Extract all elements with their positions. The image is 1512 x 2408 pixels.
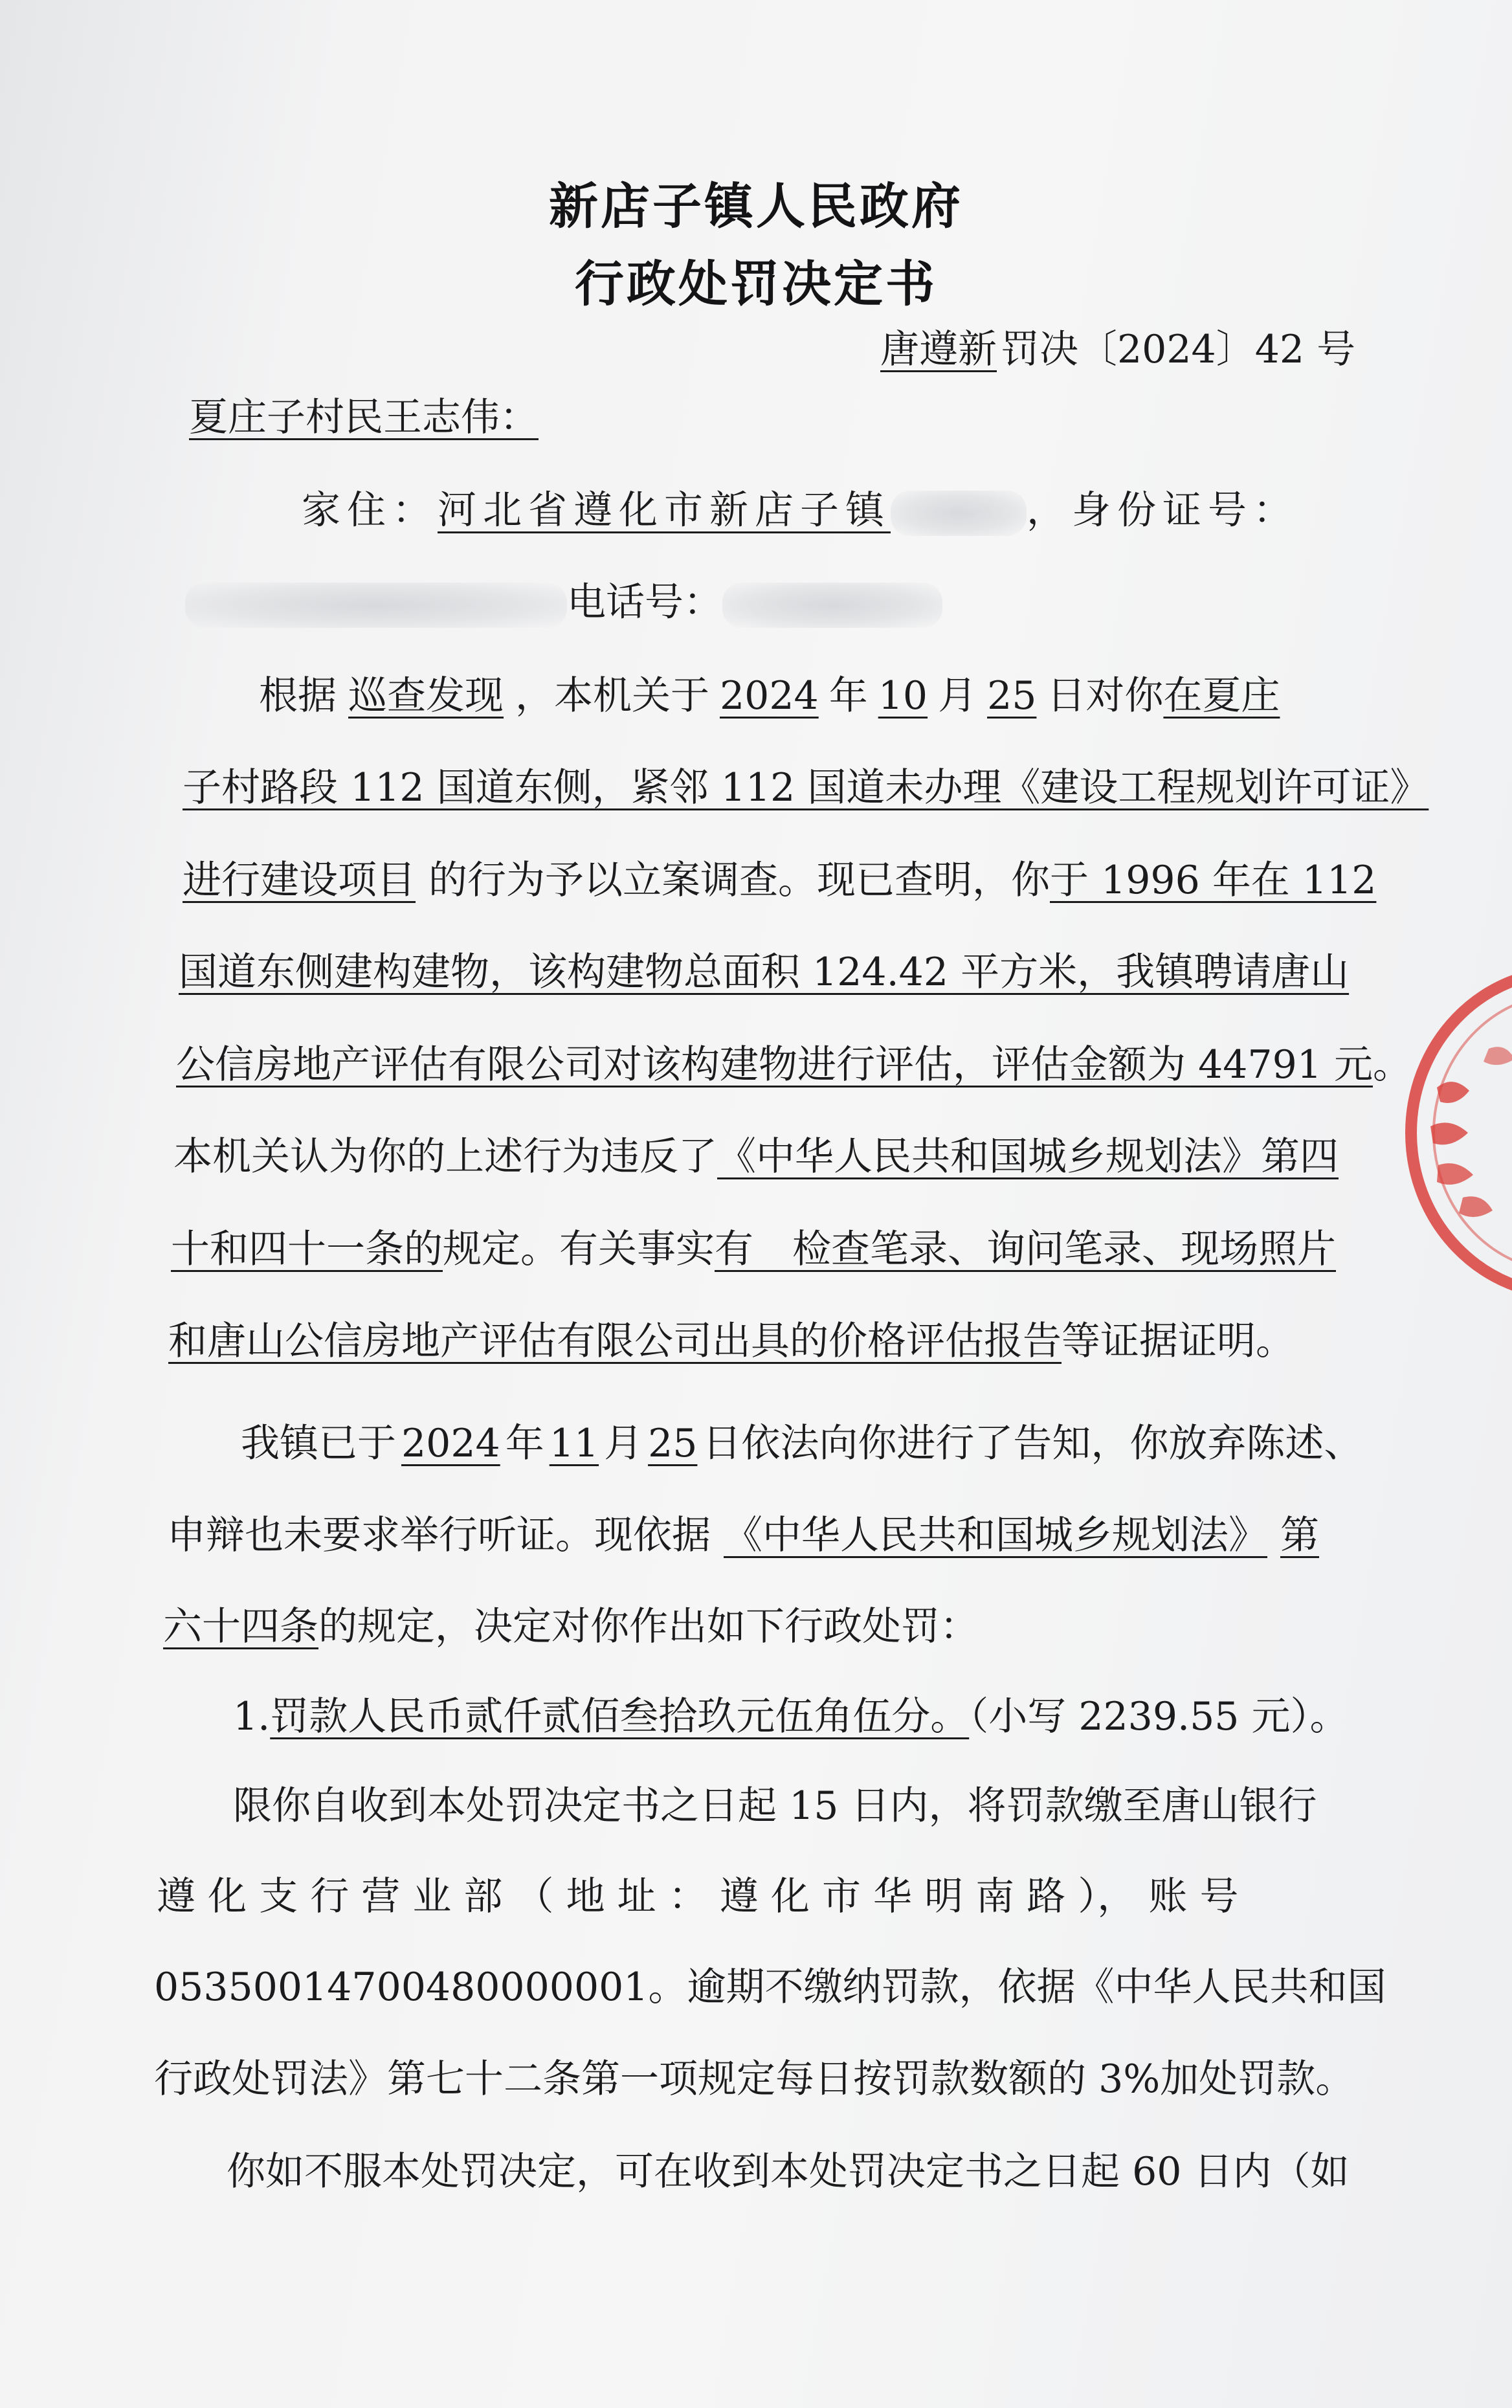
residence-label: 家住：	[302, 487, 438, 533]
p1-line3	[183, 858, 1377, 903]
notice-year: 2024	[401, 1421, 500, 1466]
official-seal	[1392, 952, 1512, 1314]
penalty-number: 1.	[233, 1694, 271, 1739]
text: 进行建设项目	[183, 858, 416, 903]
penalty-amount-numeric: （小写 2239.55 元）。	[969, 1694, 1349, 1739]
p1-line2	[183, 765, 1429, 810]
document-title: 行政处罚决定书	[575, 255, 937, 313]
document-number-rest: 罚决〔2024〕42 号	[1001, 327, 1356, 372]
p2-line1	[241, 1421, 1363, 1466]
text: 年	[828, 673, 868, 719]
text: 行政处罚法》第七十二条第一项规定每日按罚款数额的 3%加处罚款。	[154, 2057, 1355, 2102]
notice-day: 25	[648, 1421, 698, 1466]
penalty-amount-uppercase: 罚款人民币贰仟贰佰叁拾玖元伍角伍分。	[270, 1694, 970, 1739]
p4-line3	[154, 1965, 1386, 2010]
document-number-prefix: 唐遵新	[880, 327, 997, 372]
residence-place: 河北省遵化市新店子镇	[438, 487, 891, 533]
text: 月	[604, 1421, 643, 1466]
id-label: ，身份证号：	[1027, 487, 1298, 533]
penalty-item	[233, 1694, 1349, 1739]
redacted-id-number	[185, 583, 567, 628]
text: 于 1996 年在 112	[1050, 858, 1377, 903]
residence-line	[302, 487, 1298, 536]
text: 月	[938, 673, 977, 719]
p1-line5	[176, 1042, 1412, 1087]
text: 本机关认为你的上述行为违反了	[173, 1134, 717, 1179]
text: 日对你	[1047, 673, 1164, 719]
text: 年	[505, 1421, 544, 1466]
text: 。	[1373, 1042, 1412, 1087]
text: 你如不服本处罚决定，可在收到本处罚决定书之日起 60 日内（如	[227, 2149, 1350, 2194]
text: 申辩也未要求举行听证。现依据	[167, 1513, 711, 1558]
p2-line2	[167, 1513, 1319, 1558]
text: 的行为予以立案调查。现已查明，你	[428, 858, 1050, 903]
case-month: 10	[878, 673, 928, 719]
notice-month: 11	[549, 1421, 599, 1466]
text: 在夏庄	[1163, 673, 1280, 719]
text: 根据	[259, 673, 337, 719]
text: 遵 化 支 行 营 业 部 （ 地 址 ： 遵 化 市 华 明 南 路 ）， 账 号	[157, 1874, 1239, 1919]
text: 我镇已于	[241, 1421, 396, 1466]
addressee	[189, 395, 539, 440]
p1-line7	[171, 1227, 1336, 1272]
p1-line1	[259, 673, 1280, 719]
p4-line4	[154, 2057, 1355, 2102]
text: 日依法向你进行了告知，你放弃陈述、	[702, 1421, 1363, 1466]
text: 限你自收到本处罚决定书之日起 15 日内，将罚款缴至唐山银行	[233, 1783, 1317, 1829]
issuer-title: 新店子镇人民政府	[549, 177, 963, 235]
redacted-address	[891, 491, 1027, 536]
p5-line1	[227, 2149, 1350, 2194]
document-number	[835, 318, 1355, 374]
evidence-list: 有 检查笔录、询问笔录、现场照片	[715, 1227, 1336, 1272]
text: 公信房地产评估有限公司对该构建物进行评估，评估金额为 44791 元	[176, 1042, 1373, 1087]
text: 规定。有关事实	[443, 1227, 715, 1272]
text: 六十四条	[163, 1604, 318, 1649]
p4-line2	[157, 1874, 1239, 1919]
text: 子村路段 112 国道东侧，紧邻 112 国道未办理《建设工程规划许可证》	[183, 765, 1429, 810]
phone-label: 电话号：	[567, 579, 722, 625]
text: ，本机关于	[515, 673, 709, 719]
case-year: 2024	[720, 673, 819, 719]
bank-account: 05350014700480000001。逾期不缴纳罚款，依据《中华人民共和国	[154, 1965, 1386, 2010]
p2-line3	[163, 1604, 979, 1649]
phone-line	[185, 579, 942, 628]
law-reference: 《中华人民共和国城乡规划法》第四	[717, 1134, 1339, 1179]
text: 等证据证明。	[1062, 1319, 1295, 1364]
text: 第	[1280, 1513, 1319, 1558]
text: 的规定，决定对你作出如下行政处罚：	[318, 1604, 979, 1649]
p1-line4	[179, 950, 1350, 995]
inspection-source: 巡查发现	[348, 673, 504, 719]
text: 十和四十一条的	[171, 1227, 443, 1272]
p4-line1	[233, 1783, 1317, 1829]
text: 和唐山公信房地产评估有限公司出具的价格评估报告	[168, 1319, 1062, 1364]
law-reference: 《中华人民共和国城乡规划法》	[724, 1513, 1267, 1558]
p1-line8	[168, 1319, 1295, 1364]
p1-line6	[173, 1134, 1339, 1179]
redacted-phone	[722, 583, 942, 628]
addressee-name: 夏庄子村民王志伟：	[189, 395, 539, 440]
case-day: 25	[987, 673, 1037, 719]
text: 国道东侧建构建物，该构建物总面积 124.42 平方米，我镇聘请唐山	[179, 950, 1350, 995]
